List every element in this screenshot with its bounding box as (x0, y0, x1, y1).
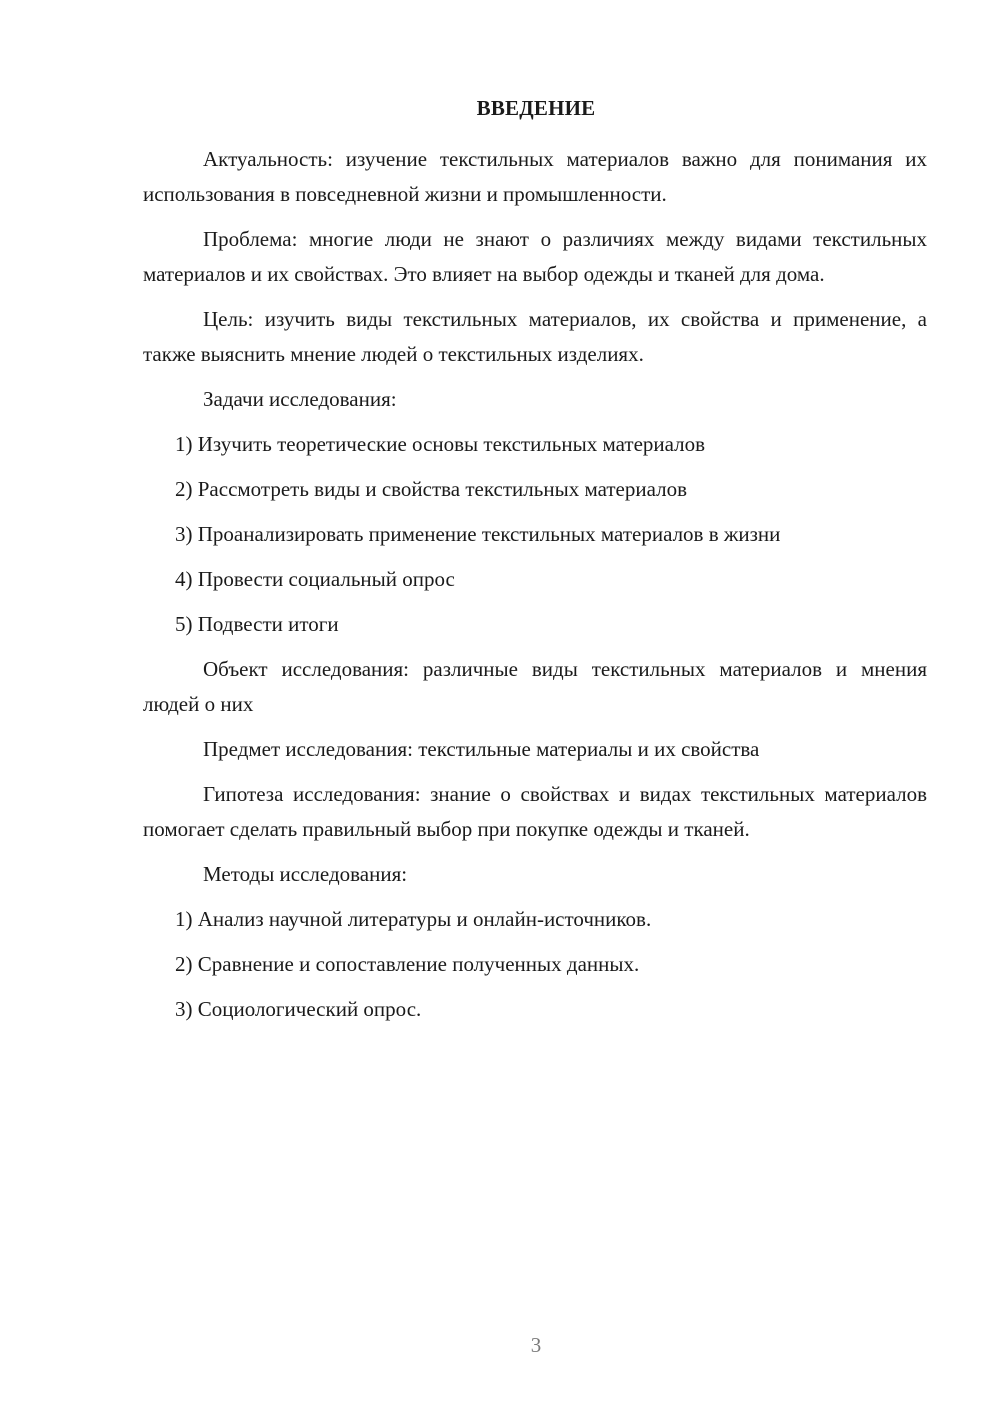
subject-paragraph: Предмет исследования: текстильные материалы и их свойства (203, 737, 760, 761)
method-item: 1) Анализ научной литературы и онлайн-источников. (175, 907, 652, 931)
tasks-list (143, 427, 927, 642)
problem-paragraph: Проблема: многие люди не знают о различиях между видами текстильных материалов и их свойствах. Это влияет на выбор одежды и тканей для дома. (143, 227, 927, 286)
methods-heading: Методы исследования: (203, 862, 408, 886)
document-body (143, 142, 927, 1037)
hypothesis-paragraph: Гипотеза исследования: знание о свойствах и видах текстильных материалов помогает сделать правильный выбор при покупке одежды и тканей. (143, 782, 927, 841)
page-number: 3 (530, 1333, 542, 1357)
relevance-paragraph: Актуальность: изучение текстильных материалов важно для понимания их использования в повседневной жизни и промышленности. (143, 147, 927, 206)
task-item: 5) Подвести итоги (175, 612, 339, 636)
task-item: 4) Провести социальный опрос (175, 567, 455, 591)
methods-list (143, 902, 927, 1027)
task-item: 2) Рассмотреть виды и свойства текстильных материалов (175, 477, 688, 501)
task-item: 3) Проанализировать применение текстильных материалов в жизни (175, 522, 781, 546)
task-item: 1) Изучить теоретические основы текстильных материалов (175, 432, 706, 456)
method-item: 2) Сравнение и сопоставление полученных данных. (175, 952, 640, 976)
method-item: 3) Социологический опрос. (175, 997, 422, 1021)
goal-paragraph: Цель: изучить виды текстильных материалов, их свойства и применение, а также выяснить мнение людей о текстильных изделиях. (143, 307, 927, 366)
object-paragraph: Объект исследования: различные виды текстильных материалов и мнения людей о них (143, 657, 927, 716)
page-title: ВВЕДЕНИЕ (476, 96, 596, 120)
tasks-heading: Задачи исследования: (203, 387, 397, 411)
